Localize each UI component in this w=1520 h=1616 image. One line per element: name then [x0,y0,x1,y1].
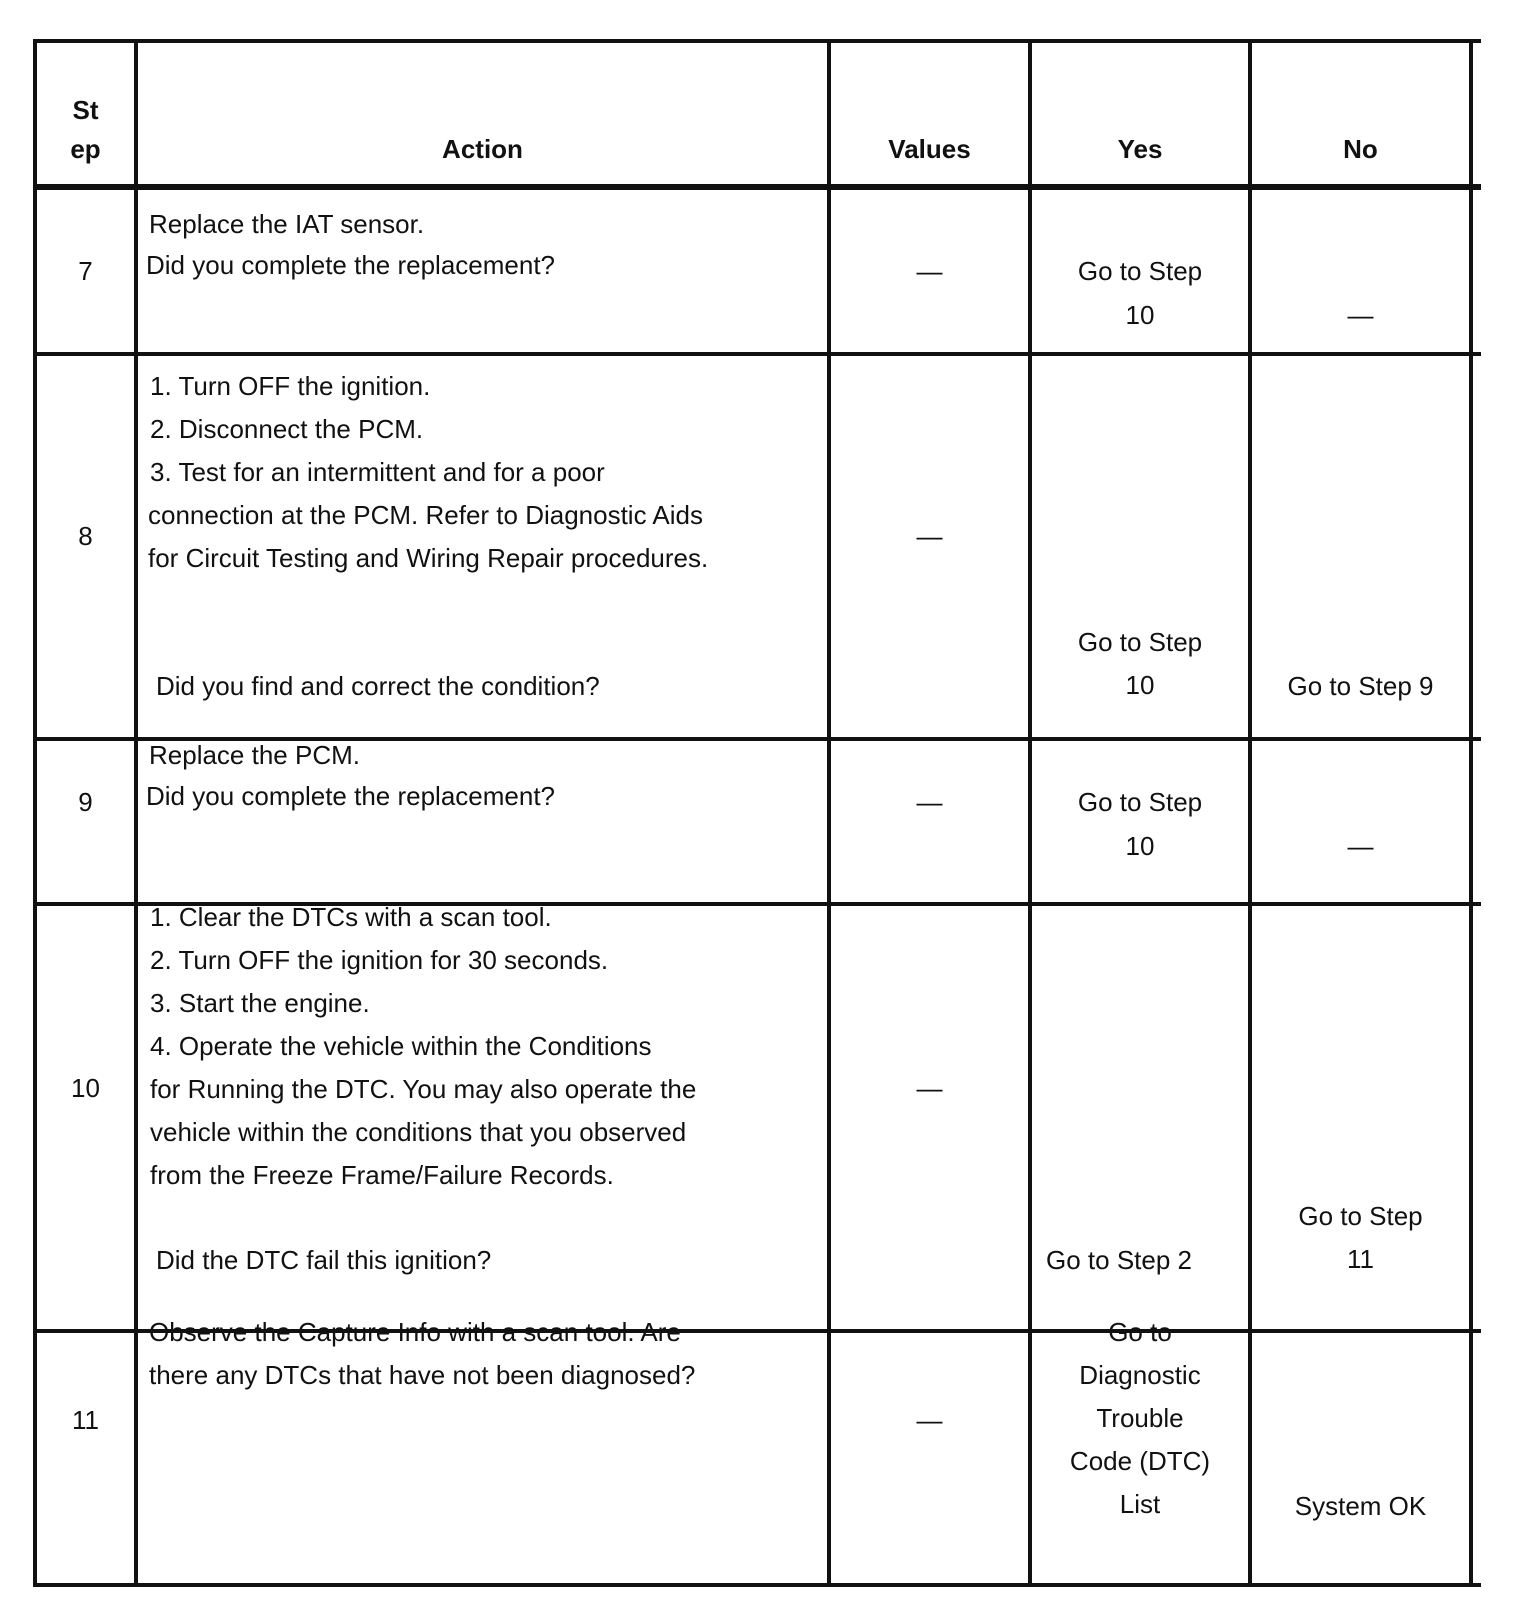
action-list-item: 1. Clear the DTCs with a scan tool. [150,902,552,932]
yes-cell [1032,780,1248,868]
yes-line: Trouble [1096,1403,1184,1433]
yes-cell [1032,249,1248,337]
no-cell: — [1347,300,1374,330]
action-list-item: 3. Test for an intermittent and for a poor [150,457,605,487]
yes-line: 10 [1125,670,1155,700]
action-line: from the Freeze Frame/Failure Records. [150,1160,614,1190]
action-line: connection at the PCM. Refer to Diagnostic Aids [148,500,703,530]
step-number: 8 [78,521,93,551]
no-cell: System OK [1294,1491,1427,1521]
action-line: vehicle within the conditions that you observed [150,1117,687,1147]
header-values: Values [888,134,971,164]
action-text [150,365,708,580]
action-list-item: 3. Start the engine. [150,988,370,1018]
yes-line: 10 [1125,300,1155,330]
action-text [150,896,696,1197]
step-number: 9 [78,787,93,817]
yes-line: Code (DTC) [1069,1446,1211,1476]
yes-line: Diagnostic [1079,1360,1201,1390]
action-line: Did you complete the replacement? [146,250,556,280]
action-list-item: 4. Operate the vehicle within the Conditions [150,1031,652,1061]
yes-line: List [1119,1489,1161,1519]
yes-cell [1032,1311,1248,1526]
action-line: there any DTCs that have not been diagnosed? [149,1360,696,1390]
values-cell: — [916,1073,943,1103]
header-yes: Yes [1117,134,1163,164]
table-border-right [1469,39,1473,1587]
values-cell: — [916,1405,943,1435]
action-line: for Running the DTC. You may also operate the [150,1074,697,1104]
header-step-line: ep [70,134,101,164]
header-action: Action [442,134,523,164]
action-text [146,204,556,286]
step-number: 10 [71,1073,100,1103]
diagnostic-table [33,39,1481,1587]
header-no: No [1343,134,1378,164]
action-list-item: 1. Turn OFF the ignition. [150,371,431,401]
action-list-item: 2. Turn OFF the ignition for 30 seconds. [150,945,609,975]
table-border-top [33,39,1481,43]
no-line: 11 [1347,1244,1374,1274]
table-border-bottom [33,1583,1481,1587]
column-divider [134,39,138,1587]
yes-line: Go to [1108,1317,1172,1347]
no-cell [1252,1195,1469,1281]
values-cell: — [916,521,943,551]
action-line: Replace the IAT sensor. [149,209,425,239]
yes-line: Go to Step [1077,256,1203,286]
header-step [37,91,134,169]
row-divider [33,352,1481,356]
yes-line: 10 [1125,831,1155,861]
step-number: 11 [72,1405,99,1435]
action-text [149,1311,695,1397]
yes-line: Go to Step [1077,627,1203,657]
values-cell: — [916,787,943,817]
action-question: Did the DTC fail this ignition? [156,1245,492,1275]
yes-cell [1032,621,1248,707]
action-line: Replace the PCM. [149,740,360,770]
action-list-item: 2. Disconnect the PCM. [150,414,424,444]
action-line: Observe the Capture Info with a scan tool. Are [149,1317,681,1347]
action-line: Did you complete the replacement? [146,781,556,811]
values-cell: — [916,256,943,286]
column-divider [1248,39,1252,1587]
no-line: Go to Step [1298,1201,1423,1231]
action-text [146,735,556,817]
action-question: Did you find and correct the condition? [156,671,600,701]
header-divider [33,184,1481,190]
yes-cell: Go to Step 2 [1046,1245,1192,1275]
step-number: 7 [78,256,93,286]
no-cell: — [1347,831,1374,861]
header-step-line: St [72,95,99,125]
no-cell: Go to Step 9 [1287,671,1434,701]
action-line: for Circuit Testing and Wiring Repair procedures. [148,543,709,573]
yes-line: Go to Step [1077,787,1203,817]
